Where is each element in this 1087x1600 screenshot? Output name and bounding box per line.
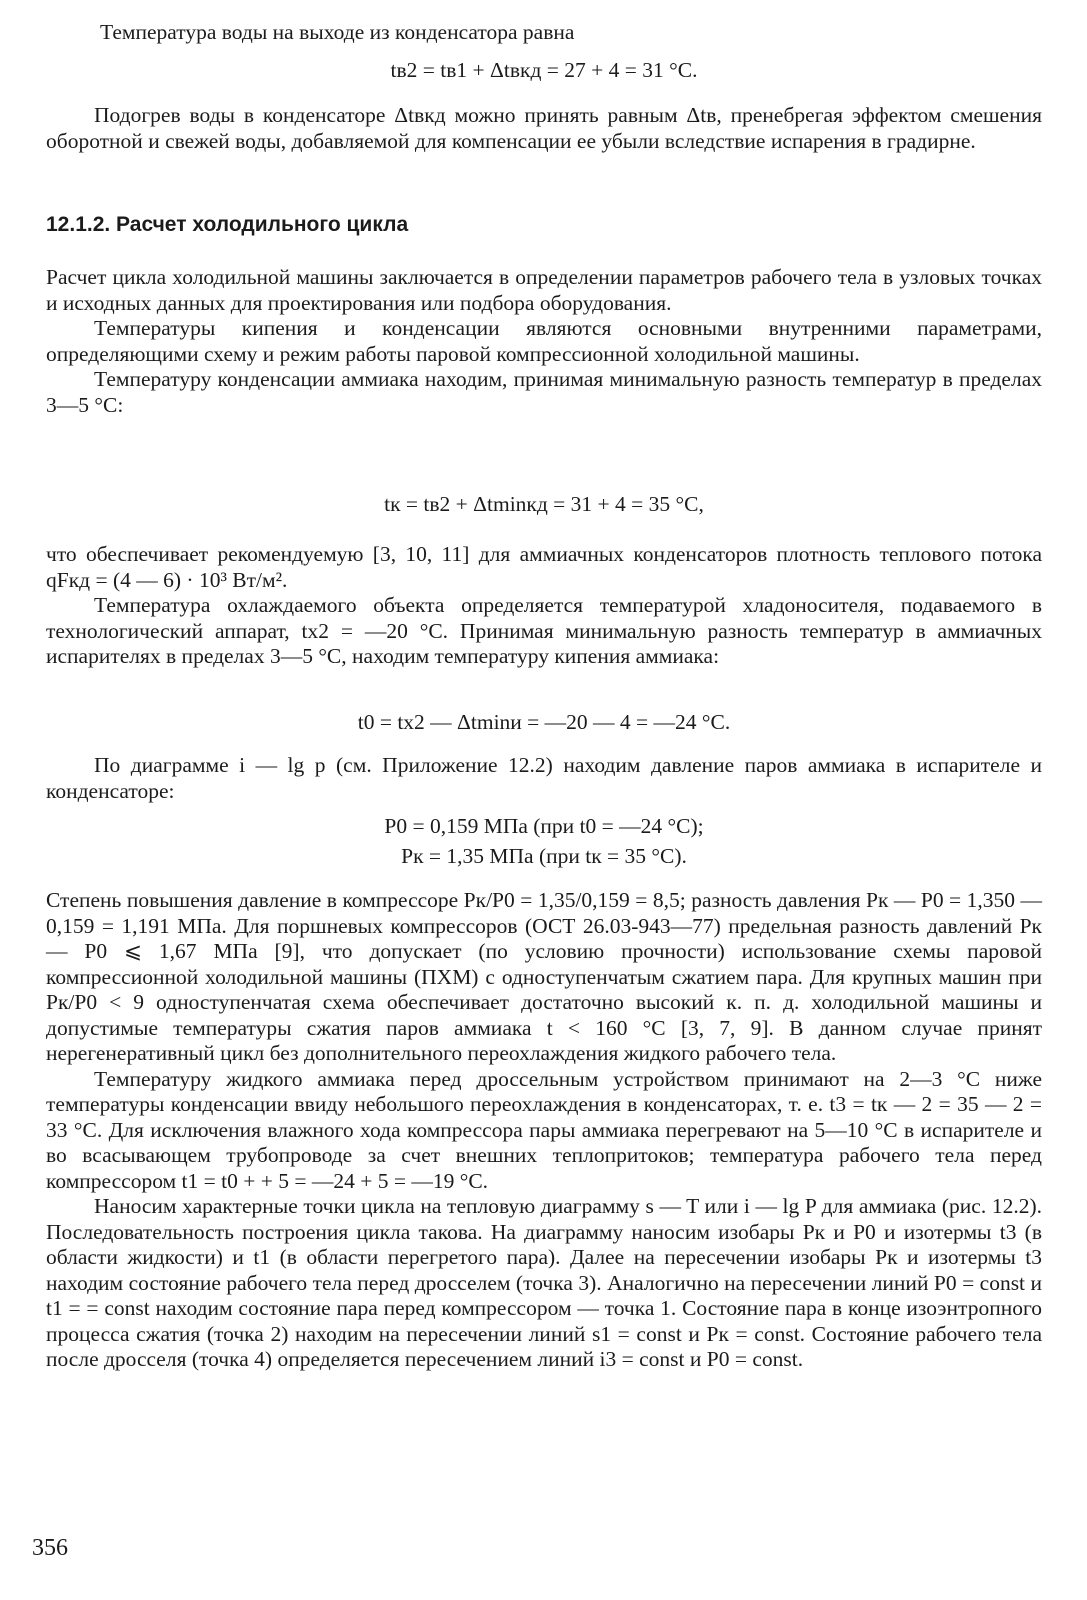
formula-block-pressures — [46, 814, 1042, 869]
main-text-block-4 — [46, 888, 1042, 1373]
paragraph-9: Наносим характерные точки цикла на тепловую диаграмму s — T или i — lg P для аммиака (рис. 12.2). Последовательность построения цикла такова. На диаграмму наносим изобары Pк и P0 и изотермы t3 (в области жидкости) и t1 (в области перегретого пара). Далее на пересечении изобары Pк и изотермы t3 находим состояние рабочего тела перед дросселем (точка 3). Аналогично на пересечении линий P0 = const и t1 = = const находим состояние пара перед компрессором — точка 1. Состояние пара в конце изоэнтропного процесса сжатия (точка 2) находим на пересечении линий s1 = const и Pк = const. Состояние рабочего тела после дросселя (точка 4) определяется пересечением линий i3 = const и P0 = const. — [46, 1194, 1042, 1371]
paragraph-3: Температуру конденсации аммиака находим, принимая минимальную разность температур в пределах 3—5 °С: — [46, 367, 1042, 417]
formula-tw2: tв2 = tв1 + Δtвкд = 27 + 4 = 31 °С. — [390, 58, 698, 82]
formula-t0: t0 = tх2 — Δtminи = —20 — 4 = —24 °С. — [357, 710, 731, 734]
section-heading: 12.1.2. Расчет холодильного цикла — [46, 213, 409, 236]
formula-block-t0 — [46, 710, 1042, 736]
page-number: 356 — [32, 1535, 68, 1561]
formula-tk: tк = tв2 + Δtminкд = 31 + 4 = 35 °С, — [384, 492, 704, 516]
formula-block-tk — [46, 492, 1042, 518]
paragraph-1: Расчет цикла холодильной машины заключается в определении параметров рабочего тела в узловых точках и исходных данных для проектирования или подбора оборудования. — [46, 265, 1042, 315]
heating-block — [46, 103, 1042, 154]
paragraph-7: Степень повышения давление в компрессоре Pк/P0 = 1,35/0,159 = 8,5; разность давления Pк — P0 = 1,350 — 0,159 = 1,191 МПа. Для поршневых компрессоров (ОСТ 26.03-943—77) предельная разность давлений Pк — P0 ⩽ 1,67 МПа [9], что допускает (по условию прочности) использование схемы паровой компрессионной холодильной машины (ПХМ) с одноступенчатым сжатием пара. Для крупных машин при Pк/P0 < 9 одноступенчатая схема обеспечивает достаточно высокий к. п. д. холодильной машины и допустимые температуры сжатия паров аммиака t < 160 °С [3, 7, 9]. В данном случае принят нерегенеративный цикл без дополнительного переохлаждения жидкого рабочего тела. — [46, 888, 1042, 1065]
main-text-block-3 — [46, 753, 1042, 804]
formula-p0: P0 = 0,159 МПа (при t0 = —24 °С); — [384, 814, 704, 838]
main-text-block-1 — [46, 265, 1042, 418]
paragraph-5: Температура охлаждаемого объекта определяется температурой хладоносителя, подаваемого в технологический аппарат, tх2 = —20 °С. Принимая минимальную разность температур в аммиачных испарителях в пределах 3—5 °С, находим температуру кипения аммиака: — [46, 593, 1042, 668]
formula-block-tw2 — [46, 58, 1042, 84]
main-text-block-2 — [46, 542, 1042, 670]
paragraph-4: что обеспечивает рекомендуемую [3, 10, 11] для аммиачных конденсаторов плотность теплового потока qFкд = (4 — 6) · 10³ Вт/м². — [46, 542, 1042, 592]
paragraph-6: По диаграмме i — lg p (см. Приложение 12.2) находим давление паров аммиака в испарителе и конденсаторе: — [46, 753, 1042, 803]
paragraph-2: Температуры кипения и конденсации являются основными внутренними параметрами, определяющими схему и режим работы паровой компрессионной холодильной машины. — [46, 316, 1042, 366]
paragraph-intro: Температура воды на выходе из конденсатора равна — [100, 20, 575, 44]
paragraph-heating: Подогрев воды в конденсаторе Δtвкд можно принять равным Δtв, пренебрегая эффектом смешения оборотной и свежей воды, добавляемой для компенсации ее убыли вследствие испарения в градирне. — [46, 103, 1042, 153]
intro-line — [100, 20, 1040, 46]
section-heading-block — [46, 212, 1042, 238]
paragraph-8: Температуру жидкого аммиака перед дроссельным устройством принимают на 2—3 °С ниже температуры конденсации ввиду небольшого переохлаждения в конденсаторах, т. е. t3 = tк — 2 = 35 — 2 = 33 °С. Для исключения влажного хода компрессора пары аммиака перегревают на 5—10 °С в испарителе и во всасывающем трубопроводе за счет внешних теплопритоков; температура рабочего тела перед компрессором t1 = t0 + + 5 = —24 + 5 = —19 °С. — [46, 1066, 1042, 1193]
formula-pk: Pк = 1,35 МПа (при tк = 35 °С). — [401, 843, 687, 868]
